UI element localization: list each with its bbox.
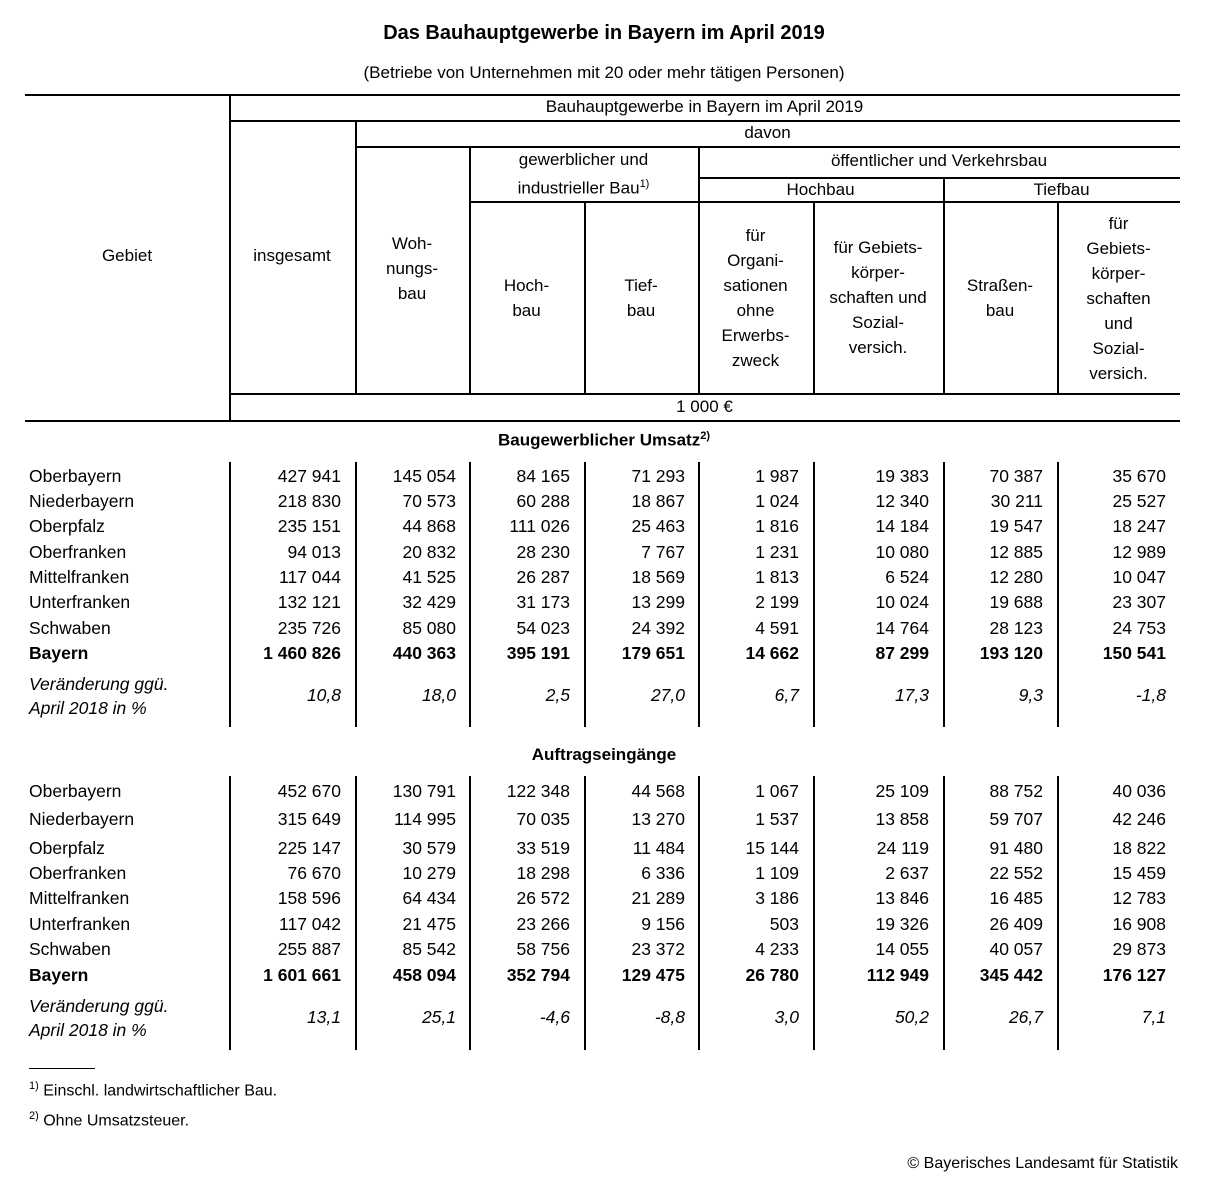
table-cell: 22 552 (989, 863, 1043, 883)
column-divider (469, 776, 471, 1050)
change-label: Veränderung ggü. April 2018 in % (29, 674, 169, 718)
table-cell: 150 541 (1102, 643, 1166, 663)
change-cell: 6,7 (774, 685, 799, 705)
table-cell: 1 067 (755, 781, 799, 801)
table-cell: 26 409 (989, 914, 1043, 934)
column-divider (813, 776, 815, 1050)
change-cell: 18,0 (421, 685, 456, 705)
table-cell: 91 480 (989, 838, 1043, 858)
column-header-hochbau-group: Hochbau (786, 180, 855, 199)
table-rule (25, 420, 1180, 422)
row-label: Oberfranken (29, 542, 127, 562)
row-label: Schwaben (29, 939, 111, 959)
column-header-g-tiefbau: Tief- bau (624, 276, 658, 320)
table-cell: 6 524 (885, 567, 929, 587)
table-cell: 1 813 (755, 567, 799, 587)
table-cell: 1 816 (755, 516, 799, 536)
table-cell: 35 670 (1112, 466, 1166, 486)
table-cell: 87 299 (875, 643, 929, 663)
table-cell: 70 035 (516, 809, 570, 829)
column-header-gebiets-hochbau: für Gebiets- körper- schaften und Sozial- versich. (829, 238, 927, 357)
table-cell: 40 036 (1112, 781, 1166, 801)
table-cell: 94 013 (287, 542, 341, 562)
table-cell: 85 542 (402, 939, 456, 959)
row-label: Unterfranken (29, 914, 131, 934)
row-label: Oberfranken (29, 863, 127, 883)
table-cell: 24 753 (1112, 618, 1166, 638)
table-cell: 1 024 (755, 491, 799, 511)
table-cell: 12 783 (1112, 888, 1166, 908)
table-cell: 255 887 (277, 939, 341, 959)
change-cell: 7,1 (1141, 1007, 1166, 1027)
table-cell: 24 119 (876, 838, 929, 858)
table-cell: 85 080 (402, 618, 456, 638)
table-cell: 21 475 (402, 914, 456, 934)
change-cell: 9,3 (1018, 685, 1043, 705)
table-cell: 145 054 (392, 466, 456, 486)
change-cell: -8,8 (654, 1007, 685, 1027)
table-cell: 88 752 (989, 781, 1043, 801)
column-divider (355, 462, 357, 727)
row-label: Mittelfranken (29, 888, 130, 908)
table-cell: 2 637 (885, 863, 929, 883)
table-cell: 21 289 (631, 888, 685, 908)
column-divider (229, 462, 231, 727)
table-cell: 25 463 (631, 516, 685, 536)
table-cell: 40 057 (989, 939, 1043, 959)
column-header-organisationen: für Organi- sationen ohne Erwerbs- zweck (721, 226, 790, 370)
row-label: Niederbayern (29, 491, 135, 511)
column-divider (698, 462, 700, 727)
change-cell: 50,2 (894, 1007, 929, 1027)
table-cell: 23 372 (631, 939, 685, 959)
table-cell: 30 579 (402, 838, 456, 858)
table-cell: 24 392 (631, 618, 685, 638)
row-label: Oberpfalz (29, 516, 105, 536)
table-cell: 84 165 (516, 466, 570, 486)
table-cell: 12 280 (989, 567, 1043, 587)
change-label: Veränderung ggü. April 2018 in % (29, 996, 169, 1040)
column-divider (813, 462, 815, 727)
column-header-gewerblich: gewerblicher und industrieller Bau$^{1)}$ (517, 150, 650, 198)
table-cell: 32 429 (402, 592, 456, 612)
column-header-oeffentlich: öffentlicher und Verkehrsbau (830, 151, 1048, 170)
change-cell: -1,8 (1135, 685, 1166, 705)
column-divider (943, 776, 945, 1050)
table-cell: 158 596 (277, 888, 341, 908)
column-divider (1057, 462, 1059, 727)
table-cell: 345 442 (979, 965, 1043, 985)
table-cell: 10 279 (402, 863, 456, 883)
table-cell: 13 299 (631, 592, 685, 612)
column-header-g-hochbau: Hoch- bau (503, 276, 550, 320)
change-cell: 26,7 (1008, 1007, 1043, 1027)
table-cell: 42 246 (1112, 809, 1166, 829)
footnote-rule (29, 1062, 95, 1069)
row-label: Oberpfalz (29, 838, 105, 858)
table-cell: 19 383 (875, 466, 929, 486)
table-cell: 13 846 (875, 888, 929, 908)
table-cell: 193 120 (979, 643, 1043, 663)
table-cell: 1 231 (755, 542, 799, 562)
table-cell: 225 147 (277, 838, 341, 858)
table-cell: 218 830 (277, 491, 341, 511)
change-cell: 17,3 (894, 685, 929, 705)
table-cell: 235 151 (277, 516, 341, 536)
unit-label: 1 000 € (676, 397, 733, 416)
table-cell: 58 756 (516, 939, 570, 959)
table-cell: 18 298 (516, 863, 570, 883)
table-cell: 25 527 (1112, 491, 1166, 511)
table-cell: 33 519 (516, 838, 570, 858)
table-cell: 70 387 (989, 466, 1043, 486)
table-cell: 452 670 (277, 781, 341, 801)
column-divider (469, 462, 471, 727)
column-divider (355, 776, 357, 1050)
table-cell: 15 144 (745, 838, 799, 858)
column-divider (943, 462, 945, 727)
table-cell: 14 184 (875, 516, 929, 536)
section-title: Baugewerblicher Umsatz$^{2)}$ (498, 430, 710, 450)
table-cell: 114 995 (394, 809, 456, 829)
table-cell: 28 123 (989, 618, 1043, 638)
table-cell: 132 121 (277, 592, 341, 612)
table-cell: 16 908 (1112, 914, 1166, 934)
table-cell: 20 832 (402, 542, 456, 562)
table-cell: 19 688 (989, 592, 1043, 612)
column-divider (229, 776, 231, 1050)
table-cell: 54 023 (516, 618, 570, 638)
table-cell: 23 307 (1112, 592, 1166, 612)
table-cell: 26 572 (516, 888, 570, 908)
table-cell: 10 024 (875, 592, 929, 612)
row-label: Mittelfranken (29, 567, 130, 587)
change-cell: 2,5 (545, 685, 570, 705)
table-cell: 29 873 (1112, 939, 1166, 959)
table-cell: 16 485 (989, 888, 1043, 908)
table-cell: 111 026 (509, 516, 570, 536)
table-cell: 18 569 (631, 567, 685, 587)
table-cell: 3 186 (755, 888, 799, 908)
table-cell: 23 266 (516, 914, 570, 934)
column-divider (1057, 776, 1059, 1050)
table-cell: 117 044 (279, 567, 341, 587)
table-cell: 112 949 (866, 965, 929, 985)
table-cell: 1 460 826 (263, 643, 341, 663)
change-cell: 27,0 (650, 685, 685, 705)
table-cell: 176 127 (1102, 965, 1166, 985)
table-cell: 44 868 (402, 516, 456, 536)
table-cell: 129 475 (621, 965, 685, 985)
table-cell: 26 287 (516, 567, 570, 587)
table-cell: 2 199 (755, 592, 799, 612)
row-label: Niederbayern (29, 809, 135, 829)
table-cell: 1 109 (755, 863, 799, 883)
table-cell: 315 649 (277, 809, 341, 829)
table-cell: 9 156 (641, 914, 685, 934)
table-cell: 31 173 (516, 592, 570, 612)
table-cell: 427 941 (277, 466, 341, 486)
column-divider (698, 776, 700, 1050)
table-cell: 71 293 (631, 466, 685, 486)
table-cell: 352 794 (506, 965, 570, 985)
table-cell: 235 726 (277, 618, 341, 638)
column-header-insgesamt: insgesamt (253, 246, 331, 265)
column-header-wohnungsbau: Woh- nungs- bau (386, 234, 438, 303)
table-cell: 12 885 (989, 542, 1043, 562)
table-cell: 18 822 (1112, 838, 1166, 858)
table-cell: 59 707 (989, 809, 1043, 829)
column-header-tiefbau-group: Tiefbau (1033, 180, 1090, 199)
table-cell: 122 348 (506, 781, 570, 801)
column-header-top: Bauhauptgewerbe in Bayern im April 2019 (545, 97, 864, 116)
table-cell: 503 (769, 914, 799, 934)
change-cell: 3,0 (774, 1007, 799, 1027)
column-divider (584, 462, 586, 727)
table-cell: 4 591 (755, 618, 799, 638)
change-cell: -4,6 (539, 1007, 570, 1027)
page-subtitle: (Betriebe von Unternehmen mit 20 oder mehr tätigen Personen) (363, 63, 845, 82)
column-header-gebiet: Gebiet (101, 246, 153, 265)
table-cell: 28 230 (516, 542, 570, 562)
table-cell: 12 340 (875, 491, 929, 511)
table-cell: 13 270 (631, 809, 685, 829)
table-cell: 19 326 (875, 914, 929, 934)
table-cell: 4 233 (755, 939, 799, 959)
table-cell: 1 601 661 (263, 965, 341, 985)
table-cell: 60 288 (516, 491, 570, 511)
table-cell: 76 670 (287, 863, 341, 883)
change-cell: 10,8 (306, 685, 341, 705)
table-cell: 12 989 (1112, 542, 1166, 562)
section-title: Auftragseingänge (531, 745, 677, 764)
table-cell: 117 042 (279, 914, 341, 934)
table-cell: 30 211 (990, 491, 1043, 511)
table-cell: 11 484 (632, 838, 685, 858)
table-cell: 10 080 (875, 542, 929, 562)
footnote-2: $^{2)}$ Ohne Umsatzsteuer. (29, 1110, 190, 1130)
table-cell: 26 780 (745, 965, 799, 985)
table-cell: 44 568 (631, 781, 685, 801)
change-cell: 13,1 (306, 1007, 341, 1027)
table-cell: 70 573 (402, 491, 456, 511)
copyright: © Bayerisches Landesamt für Statistik (907, 1155, 1178, 1172)
table-cell: 395 191 (506, 643, 570, 663)
table-rule (469, 201, 698, 203)
footnote-1: $^{1)}$ Einschl. landwirtschaftlicher Bau. (29, 1080, 278, 1100)
table-cell: 10 047 (1112, 567, 1166, 587)
table-cell: 1 537 (755, 809, 799, 829)
page-title: Das Bauhauptgewerbe in Bayern im April 2019 (383, 22, 825, 44)
table-cell: 13 858 (875, 809, 929, 829)
table-cell: 6 336 (641, 863, 685, 883)
table-cell: 179 651 (621, 643, 685, 663)
table-cell: 41 525 (402, 567, 456, 587)
column-header-strassenbau: Straßen- bau (966, 276, 1034, 320)
table-cell: 15 459 (1112, 863, 1166, 883)
table-cell: 440 363 (392, 643, 456, 663)
table-cell: 25 109 (875, 781, 929, 801)
row-label: Unterfranken (29, 592, 131, 612)
change-cell: 25,1 (421, 1007, 456, 1027)
table-cell: 1 987 (755, 466, 799, 486)
table-cell: 14 764 (875, 618, 929, 638)
row-label: Schwaben (29, 618, 111, 638)
row-label: Oberbayern (29, 466, 122, 486)
row-label: Oberbayern (29, 781, 122, 801)
column-header-davon: davon (744, 123, 791, 142)
table-cell: 458 094 (392, 965, 456, 985)
table-cell: 14 662 (745, 643, 799, 663)
table-cell: 64 434 (402, 888, 456, 908)
table-cell: 19 547 (989, 516, 1043, 536)
column-header-gebiets-tiefbau: für Gebiets- körper- schaften und Sozial- versich. (1086, 214, 1151, 383)
table-cell: 7 767 (641, 542, 685, 562)
table-cell: 14 055 (875, 939, 929, 959)
row-label: Bayern (29, 643, 89, 663)
column-divider (584, 776, 586, 1050)
table-cell: 18 247 (1112, 516, 1166, 536)
row-label: Bayern (29, 965, 89, 985)
table-cell: 130 791 (392, 781, 456, 801)
table-cell: 18 867 (631, 491, 685, 511)
